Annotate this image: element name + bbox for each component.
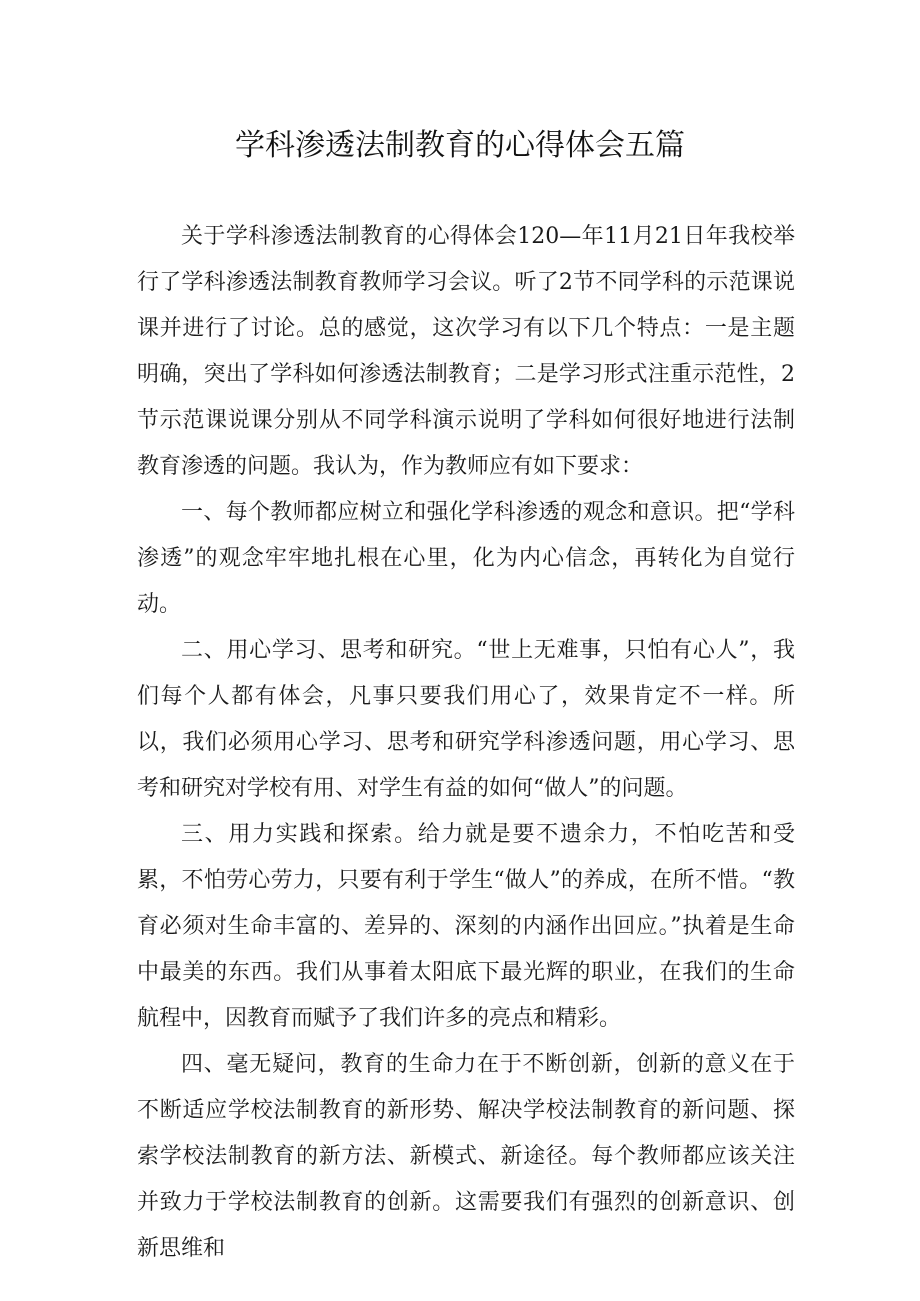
paragraph-point-2: 二、用心学习、思考和研究。“世上无难事，只怕有心人”，我们每个人都有体会，凡事只要我们用心了，效果肯定不一样。所以，我们必须用心学习、思考和研究学科渗透问题，用心学习、思考和研究对学校有用、对学生有益的如何“做人”的问题。 (137, 638, 795, 801)
paragraph-point-1: 一、每个教师都应树立和强化学科渗透的观念和意识。把“学科渗透”的观念牢牢地扎根在心里，化为内心信念，再转化为自觉行动。 (137, 500, 795, 617)
paragraph-point-4: 四、毫无疑问，教育的生命力在于不断创新，创新的意义在于不断适应学校法制教育的新形势、解决学校法制教育的新问题、探索学校法制教育的新方法、新模式、新途径。每个教师都应该关注并致力于学校法制教育的创新。这需要我们有强烈的创新意识、创新思维和 (137, 1052, 795, 1261)
paragraph-intro: 关于学科渗透法制教育的心得体会120—年11月21日年我校举行了学科渗透法制教育教师学习会议。听了2节不同学科的示范课说课并进行了讨论。总的感觉，这次学习有以下几个特点：一是主题明确，突出了学科如何渗透法制教育；二是学习形式注重示范性，2节示范课说课分别从不同学科演示说明了学科如何很好地进行法制教育渗透的问题。我认为，作为教师应有如下要求： (137, 224, 795, 479)
paragraph-point-3: 三、用力实践和探索。给力就是要不遗余力，不怕吃苦和受累，不怕劳心劳力，只要有利于学生“做人”的养成，在所不惜。“教育必须对生命丰富的、差异的、深刻的内涵作出回应。”执着是生命中最美的东西。我们从事着太阳底下最光辉的职业，在我们的生命航程中，因教育而赋予了我们许多的亮点和精彩。 (137, 822, 795, 1031)
document-body (137, 214, 795, 1272)
document-title: 学科渗透法制教育的心得体会五篇 (235, 128, 685, 163)
